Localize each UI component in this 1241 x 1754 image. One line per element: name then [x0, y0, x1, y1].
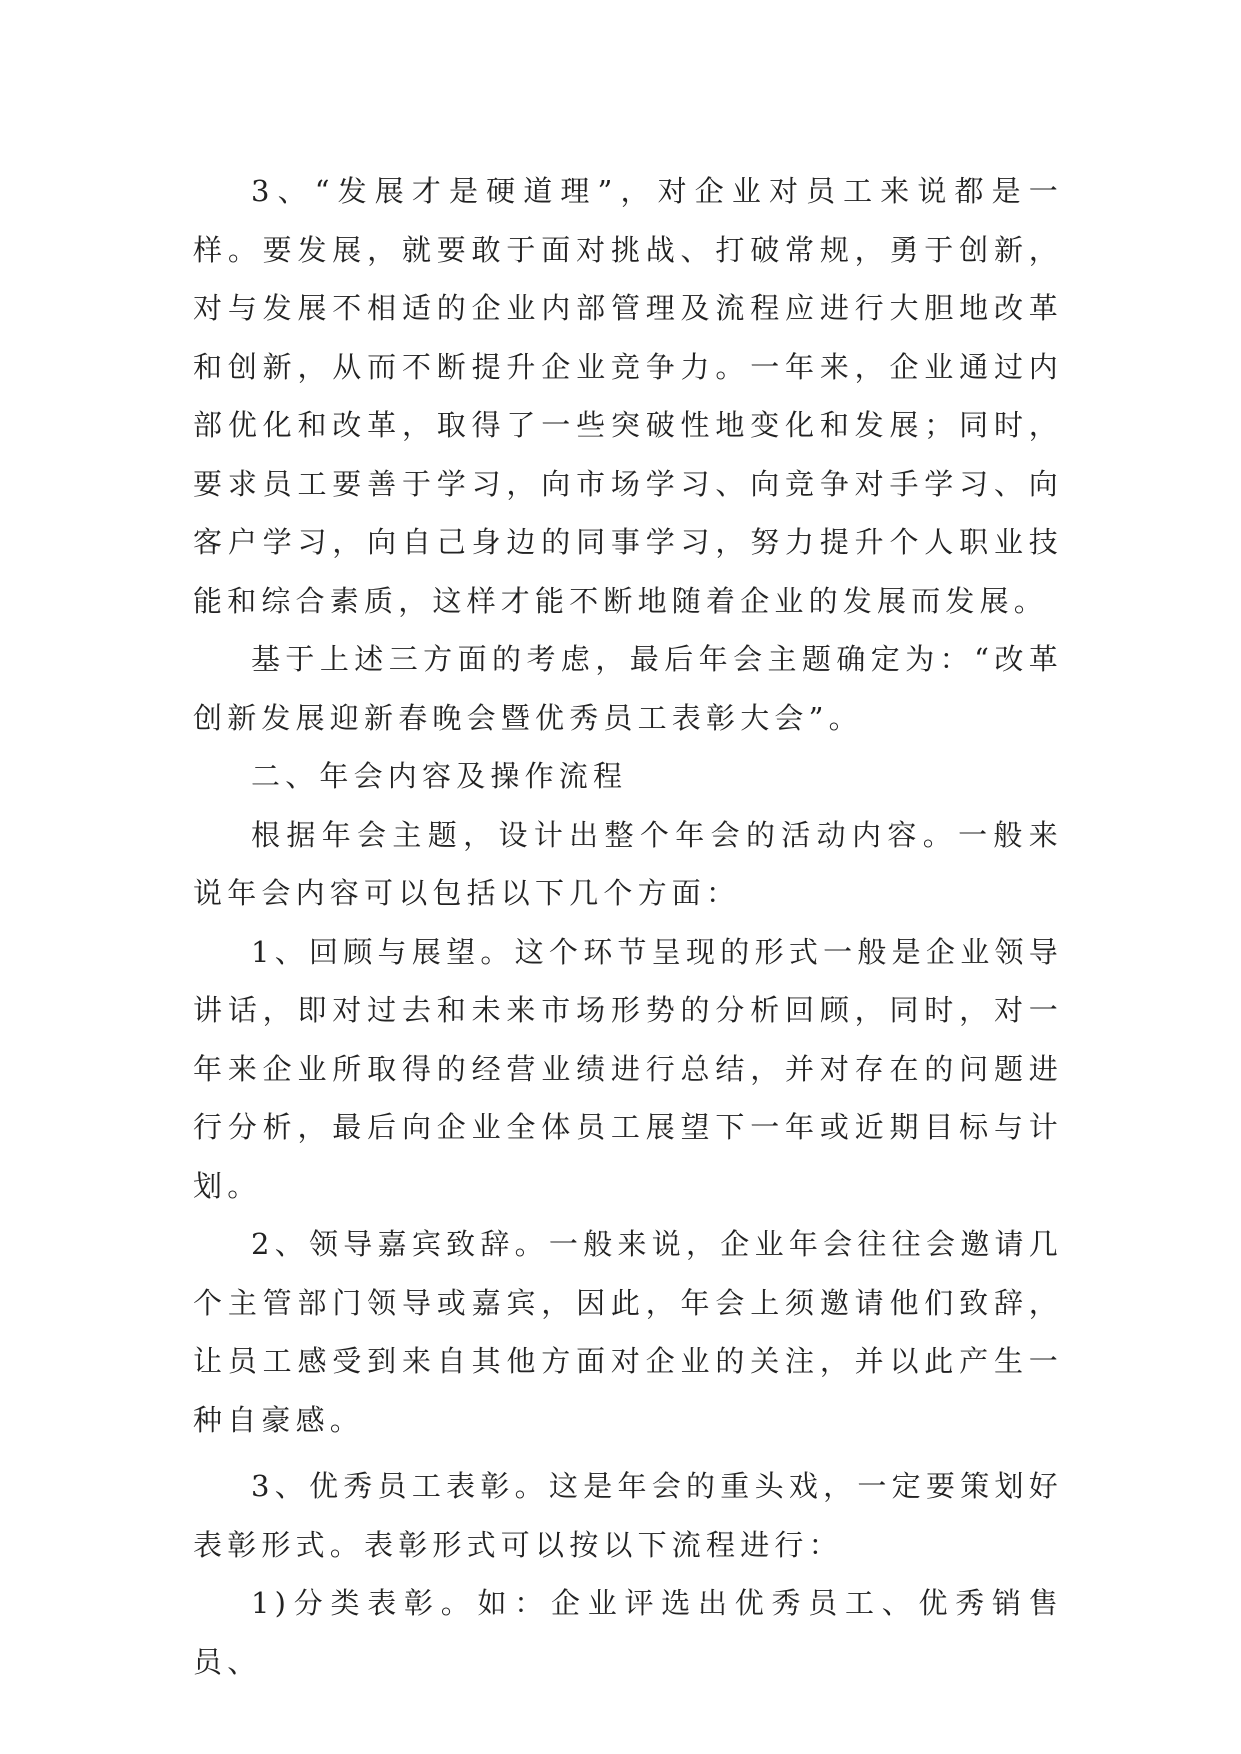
paragraph-category-award: 1)分类表彰。如：企业评选出优秀员工、优秀销售员、: [193, 1586, 1063, 1679]
paragraph-content-intro: 根据年会主题，设计出整个年会的活动内容。一般来说年会内容可以包括以下几个方面：: [193, 817, 1063, 910]
paragraph-leader-guest-speech: 2、领导嘉宾致辞。一般来说，企业年会往往会邀请几个主管部门领导或嘉宾，因此，年会上须邀请他们致辞，让员工感受到来自其他方面对企业的关注，并以此产生一种自豪感。: [193, 1227, 1063, 1437]
section-heading-content-and-process: 二、年会内容及操作流程: [251, 759, 628, 793]
paragraph-review-and-outlook: 1、回顾与展望。这个环节呈现的形式一般是企业领导讲话，即对过去和未来市场形势的分析回顾，同时，对一年来企业所取得的经营业绩进行总结，并对存在的问题进行分析，最后向企业全体员工展望下一年或近期目标与计划。: [193, 934, 1063, 1203]
paragraph-outstanding-employee-award: 3、优秀员工表彰。这是年会的重头戏，一定要策划好表彰形式。表彰形式可以按以下流程进行：: [193, 1469, 1063, 1562]
paragraph-annual-meeting-theme: 基于上述三方面的考虑，最后年会主题确定为：“改革创新发展迎新春晚会暨优秀员工表彰大会”。: [193, 642, 1063, 735]
document-body: [193, 162, 1063, 1691]
paragraph-development-principle: 3、“发展才是硬道理”，对企业对员工来说都是一样。要发展，就要敢于面对挑战、打破常规，勇于创新，对与发展不相适的企业内部管理及流程应进行大胆地改革和创新，从而不断提升企业竞争力。一年来，企业通过内部优化和改革，取得了一些突破性地变化和发展；同时，要求员工要善于学习，向市场学习、向竞争对手学习、向客户学习，向自己身边的同事学习，努力提升个人职业技能和综合素质，这样才能不断地随着企业的发展而发展。: [193, 174, 1063, 618]
